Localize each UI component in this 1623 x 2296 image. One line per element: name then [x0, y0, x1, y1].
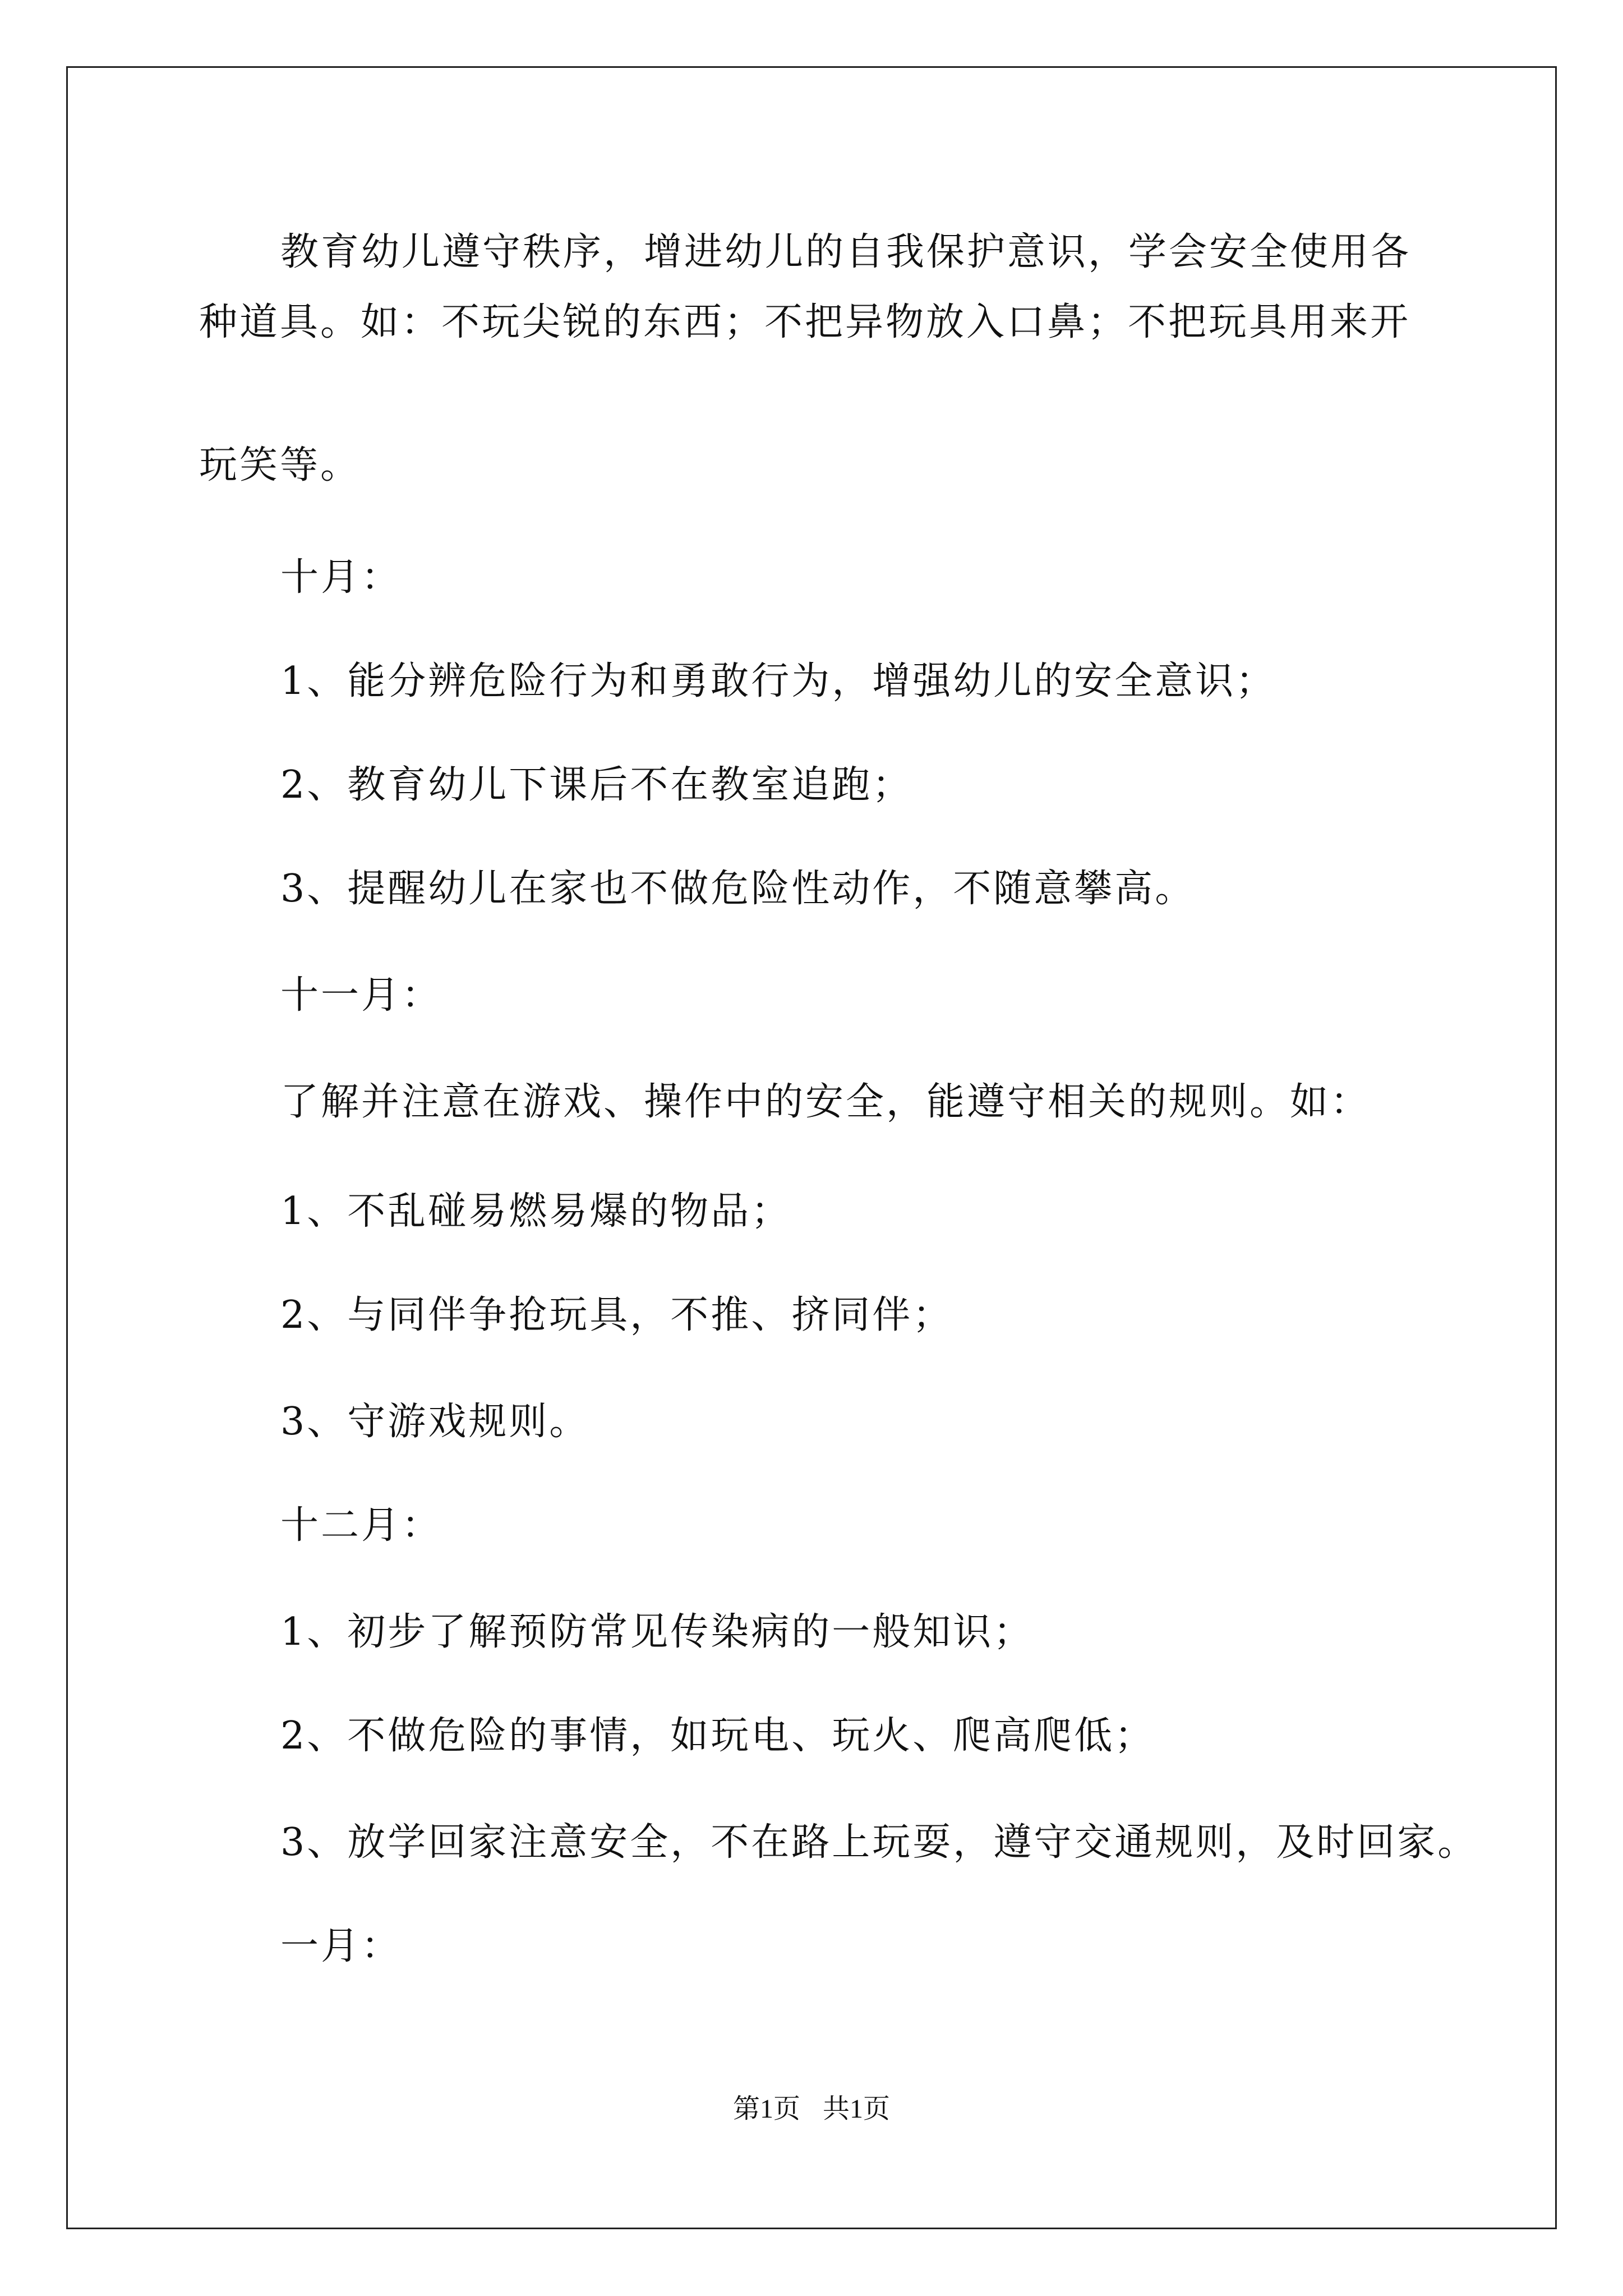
- section-heading: 一月：: [280, 1924, 402, 1968]
- section-heading: 十二月：: [280, 1503, 442, 1548]
- list-item: 3、放学回家注意安全，不在路上玩耍，遵守交通规则，及时回家。: [280, 1820, 1478, 1865]
- page-number: 第1页: [732, 2094, 800, 2124]
- list-item: 1、初步了解预防常见传染病的一般知识；: [280, 1610, 1034, 1654]
- paragraph-line: 种道具。如：不玩尖锐的东西；不把异物放入口鼻；不把玩具用来开: [199, 300, 1411, 344]
- page-footer: [0, 2092, 1623, 2126]
- list-item: 2、教育幼儿下课后不在教室追跑；: [280, 763, 913, 807]
- list-item: 3、守游戏规则。: [280, 1400, 590, 1444]
- list-item: 1、能分辨危险行为和勇敢行为，增强幼儿的安全意识；: [280, 659, 1276, 703]
- list-item: 1、不乱碰易燃易爆的物品；: [280, 1189, 792, 1234]
- page-border: [66, 66, 1557, 2229]
- list-item: 3、提醒幼儿在家也不做危险性动作，不随意攀高。: [280, 867, 1196, 911]
- page-total: 共1页: [823, 2094, 891, 2124]
- paragraph-line: 教育幼儿遵守秩序，增进幼儿的自我保护意识，学会安全使用各: [280, 230, 1412, 274]
- list-item: 2、不做危险的事情，如玩电、玩火、爬高爬低；: [280, 1714, 1155, 1758]
- list-item: 2、与同伴争抢玩具，不推、挤同伴；: [280, 1293, 953, 1337]
- section-heading: 十一月：: [280, 973, 442, 1018]
- section-heading: 十月：: [280, 555, 402, 600]
- paragraph-line: 玩笑等。: [199, 443, 361, 487]
- paragraph-line: 了解并注意在游戏、操作中的安全，能遵守相关的规则。如：: [280, 1080, 1371, 1124]
